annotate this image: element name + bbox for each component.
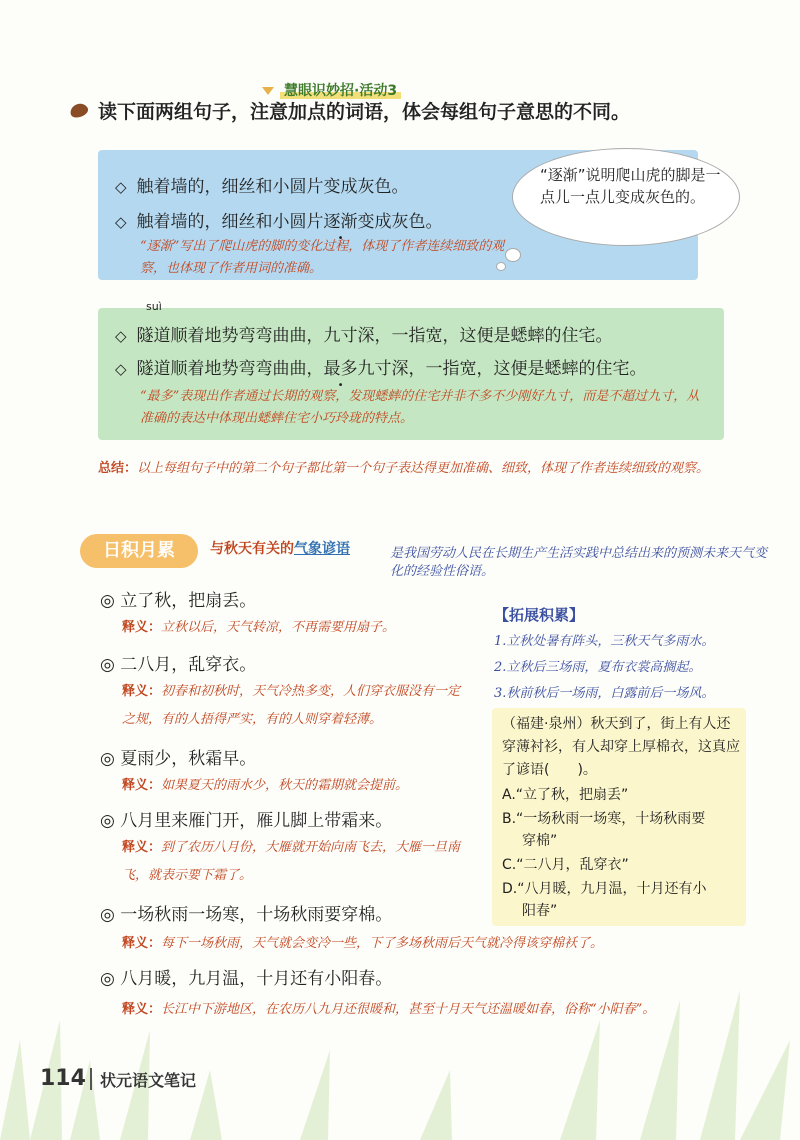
quiz-question: （福建·泉州）秋天到了，街上有人还穿薄衬衫，有人却穿上厚棉衣，这真应了谚语( )。 (502, 716, 740, 778)
triangle-icon (262, 87, 274, 95)
group2-sentence2: ◇ 隧道顺着地势弯弯曲曲，最多九寸深，一指宽，这便是蟋蟀的住宅。 (115, 359, 647, 379)
proverb-item: ◎ 八月暖，九月温，十月还有小阳春。 (100, 969, 393, 989)
section-title: 与秋天有关的气象谚语 (210, 541, 350, 557)
proverb-item: ◎ 二八月，乱穿衣。 (100, 655, 257, 675)
diamond-bullet-icon: ◇ (115, 327, 127, 345)
quiz-option-d-cont: 阳春” (522, 903, 558, 919)
pinyin-annotation: suì (146, 300, 162, 313)
footer-divider (90, 1068, 92, 1090)
circle-bullet-icon: ◎ (100, 969, 121, 989)
page-number: 114 (40, 1066, 86, 1091)
emphasis-word: 最多 (323, 359, 358, 379)
definition-note: 是我国劳动人民在长期生产生活实践中总结出来的预测未来天气变化的经验性俗语。 (390, 546, 768, 579)
emphasis-word: 逐渐 (323, 212, 358, 232)
group2-note: “最多”表现出作者通过长期的观察，发现蟋蟀的住宅并非不多不少刚好九寸，而是不超过九寸，从准确的表达中体现出蟋蟀住宅小巧玲珑的特点。 (140, 389, 700, 426)
diamond-bullet-icon: ◇ (115, 178, 127, 196)
extension-item: 3.秋前秋后一场雨，白露前后一场风。 (494, 686, 715, 701)
proverb-explanation: 释义：每下一场秋雨，天气就会变冷一些，下了多场秋雨后天气就冷得该穿棉袄了。 (122, 936, 604, 951)
circle-bullet-icon: ◎ (100, 591, 121, 611)
bubble-dot (505, 248, 521, 262)
group1-sentence2: ◇ 触着墙的，细丝和小圆片逐渐变成灰色。 (115, 212, 443, 232)
question-title: 读下面两组句子，注意加点的词语，体会每组句子意思的不同。 (98, 101, 631, 123)
quiz-option-b-cont: 穿棉” (522, 833, 558, 849)
proverb-explanation: 释义：长江中下游地区，在农历八九月还很暖和，甚至十月天气还温暖如春，俗称“小阳春”。 (122, 1002, 656, 1017)
proverb-item: ◎ 夏雨少，秋霜早。 (100, 749, 257, 769)
quiz-option-d: D.“八月暖，九月温，十月还有小 (502, 881, 707, 897)
proverb-explanation: 释义：初春和初秋时，天气冷热多变，人们穿衣服没有一定之规，有的人捂得严实，有的人则穿着轻薄。 (122, 684, 461, 727)
circle-bullet-icon: ◎ (100, 749, 121, 769)
circle-bullet-icon: ◎ (100, 655, 121, 675)
grass-decoration (0, 980, 800, 1140)
proverb-item: ◎ 一场秋雨一场寒，十场秋雨要穿棉。 (100, 905, 393, 925)
circle-bullet-icon: ◎ (100, 811, 121, 831)
quiz-option-a: A.“立了秋，把扇丢” (502, 787, 629, 803)
proverb-explanation: 释义：到了农历八月份，大雁就开始向南飞去，大雁一旦南飞，就表示要下霜了。 (122, 840, 461, 883)
extension-title: 【拓展积累】 (494, 606, 585, 624)
diamond-bullet-icon: ◇ (115, 360, 127, 378)
proverb-explanation: 释义：立秋以后，天气转凉，不再需要用扇子。 (122, 620, 396, 635)
proverb-item: ◎ 八月里来雁门开，雁儿脚上带霜来。 (100, 811, 393, 831)
diamond-bullet-icon: ◇ (115, 213, 127, 231)
quiz-option-b: B.“一场秋雨一场寒，十场秋雨要 (502, 811, 706, 827)
book-title: 状元语文笔记 (100, 1071, 197, 1090)
group2-sentence1: ◇ 隧道顺着地势弯弯曲曲，九寸深，一指宽，这便是蟋蟀的住宅。 (115, 326, 613, 346)
leaf-bullet-icon (68, 101, 89, 119)
bubble-dot (496, 262, 506, 271)
group1-sentence1: ◇ 触着墙的，细丝和小圆片变成灰色。 (115, 177, 409, 197)
proverb-item: ◎ 立了秋，把扇丢。 (100, 591, 257, 611)
quiz-option-c: C.“二八月，乱穿衣” (502, 857, 629, 873)
extension-item: 2.立秋后三场雨，夏布衣裳高搁起。 (494, 660, 702, 675)
section-badge: 日积月累 (80, 534, 198, 568)
bubble-text: “逐渐”说明爬山虎的脚是一点儿一点儿变成灰色的。 (540, 166, 721, 206)
proverb-explanation: 释义：如果夏天的雨水少，秋天的霜期就会提前。 (122, 778, 409, 793)
extension-item: 1.立秋处暑有阵头，三秋天气多雨水。 (494, 634, 715, 649)
summary: 总结：以上每组句子中的第二个句子都比第一个句子表达得更加准确、细致，体现了作者连续细致的观察。 (98, 461, 710, 476)
circle-bullet-icon: ◎ (100, 905, 121, 925)
group1-note: “逐渐”写出了爬山虎的脚的变化过程，体现了作者连续细致的观察，也体现了作者用词的准确。 (140, 239, 505, 276)
activity-tag: 慧眼识妙招·活动3 (262, 80, 401, 100)
